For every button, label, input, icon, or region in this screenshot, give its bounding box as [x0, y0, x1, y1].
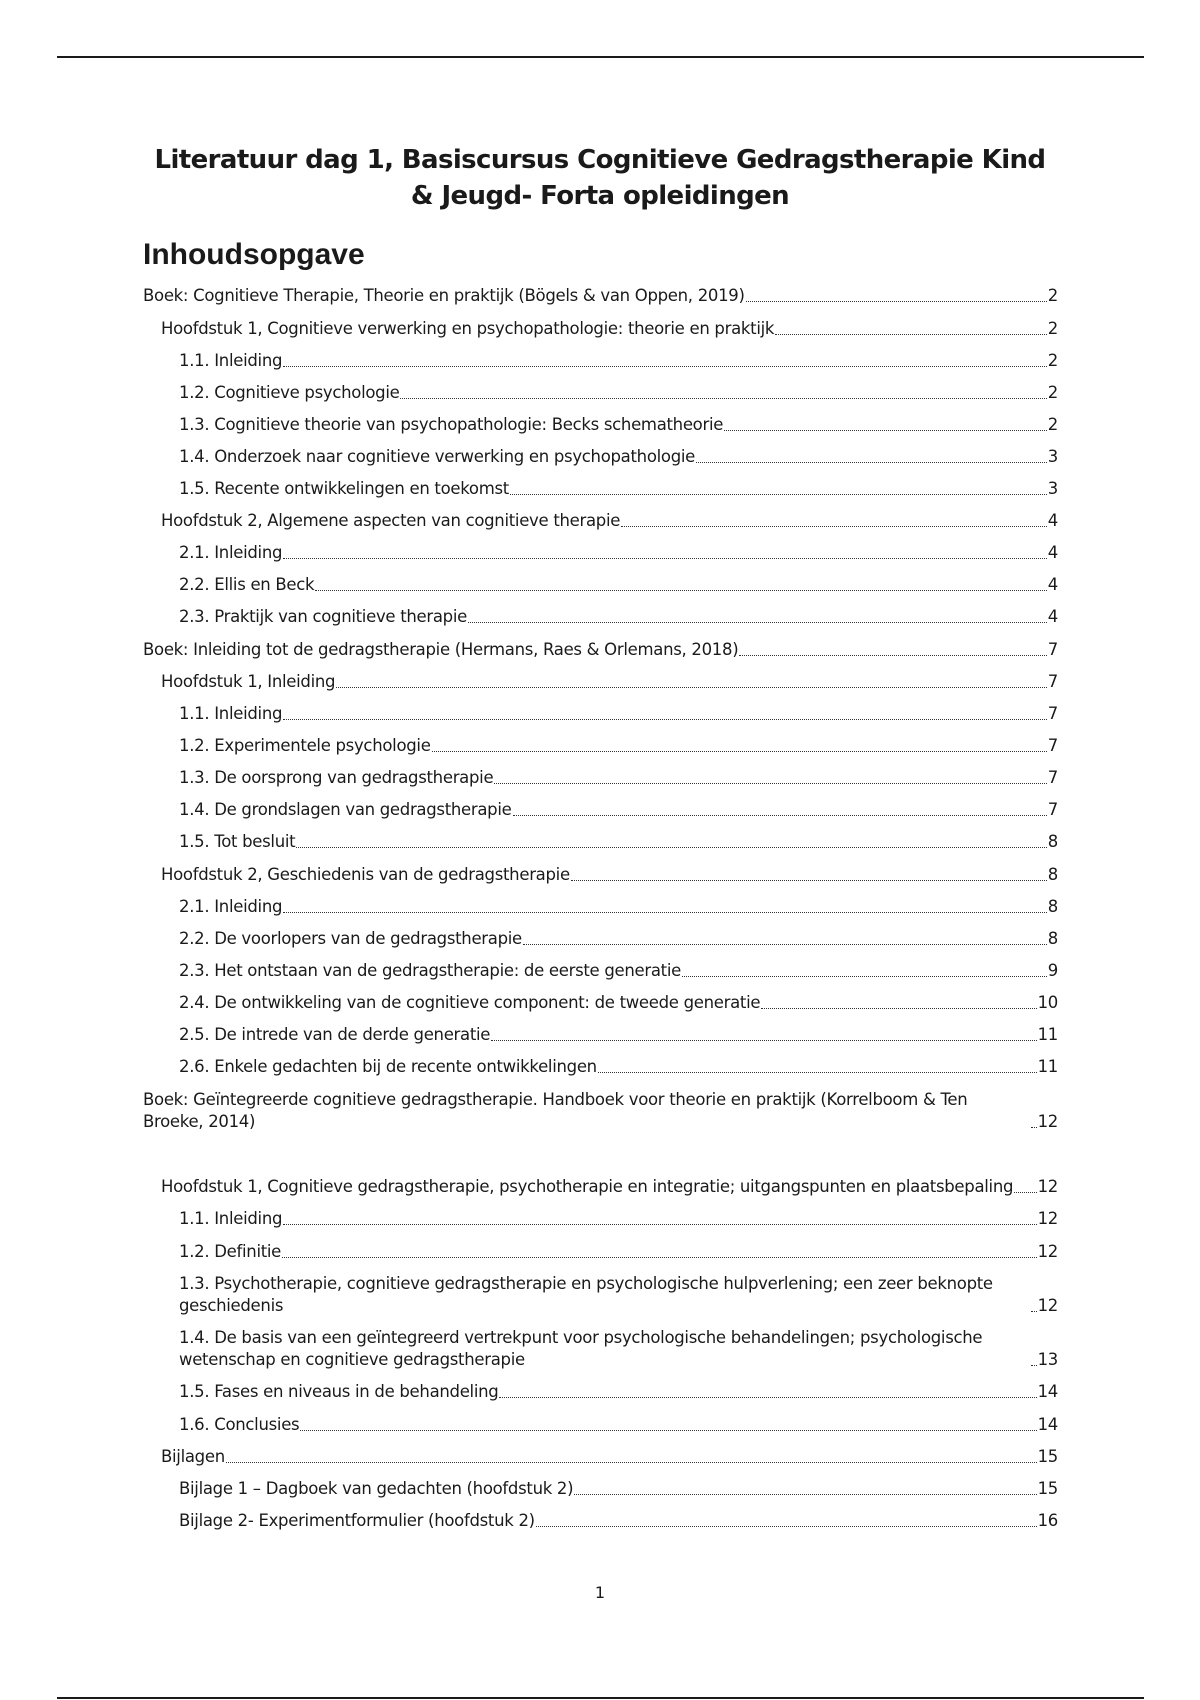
- toc-entry[interactable]: [179, 1208, 1058, 1230]
- toc-dot-leader: [571, 880, 1047, 881]
- toc-entry-page-number: 2: [1047, 383, 1058, 402]
- toc-dot-leader: [432, 751, 1047, 752]
- toc-dot-leader: [283, 1224, 1036, 1225]
- toc-entry-page-number: 12: [1037, 1209, 1058, 1228]
- toc-dot-leader: [696, 462, 1047, 463]
- toc-dot-leader: [1031, 1127, 1037, 1128]
- toc-entry-page-number: 7: [1047, 640, 1058, 659]
- toc-entry[interactable]: [179, 1510, 1058, 1532]
- toc-entry-title: 1.1. Inleiding: [179, 351, 283, 370]
- toc-dot-leader: [1031, 1365, 1037, 1366]
- toc-entry[interactable]: [179, 896, 1058, 918]
- toc-entry-title: 1.1. Inleiding: [179, 1209, 283, 1228]
- toc-dot-leader: [523, 944, 1047, 945]
- toc-entry-page-number: 8: [1047, 929, 1058, 948]
- toc-dot-leader: [761, 1008, 1036, 1009]
- toc-dot-leader: [1014, 1192, 1036, 1193]
- toc-entry-title: Hoofdstuk 2, Geschiedenis van de gedragstherapie: [161, 865, 570, 884]
- toc-dot-leader: [621, 526, 1047, 527]
- toc-entry[interactable]: [179, 478, 1058, 500]
- toc-entry-page-number: 12: [1037, 1296, 1058, 1315]
- toc-entry-title: 2.1. Inleiding: [179, 897, 283, 916]
- toc-entry[interactable]: [161, 318, 1058, 340]
- toc-entry-page-number: 13: [1037, 1350, 1058, 1369]
- toc-entry[interactable]: [179, 735, 1058, 757]
- toc-heading: Inhoudsopgave: [143, 238, 365, 271]
- toc-entry-page-number: 14: [1037, 1415, 1058, 1434]
- toc-entry-page-number: 11: [1037, 1025, 1058, 1044]
- toc-entry-title: 1.5. Fases en niveaus in de behandeling: [179, 1382, 499, 1401]
- page-number: 1: [594, 1583, 606, 1602]
- toc-dot-leader: [400, 398, 1046, 399]
- toc-entry-page-number: 4: [1047, 511, 1058, 530]
- document-title: Literatuur dag 1, Basiscursus Cognitieve Gedragstherapie Kind & Jeugd- Forta opleidingen: [154, 145, 1046, 211]
- toc-dot-leader: [336, 687, 1047, 688]
- toc-entry-page-number: 8: [1047, 832, 1058, 851]
- toc-dot-leader: [746, 301, 1047, 302]
- toc-entry-page-number: 2: [1047, 319, 1058, 338]
- toc-dot-leader: [513, 815, 1047, 816]
- toc-entry-title: Bijlage 2- Experimentformulier (hoofdstuk 2): [179, 1511, 535, 1530]
- toc-entry-page-number: 12: [1037, 1112, 1058, 1131]
- toc-entry-title: 1.1. Inleiding: [179, 704, 283, 723]
- toc-entry-title: 2.2. De voorlopers van de gedragstherapie: [179, 929, 522, 948]
- toc-dot-leader: [536, 1526, 1037, 1527]
- toc-entry-title: 1.3. De oorsprong van gedragstherapie: [179, 768, 494, 787]
- toc-entry-page-number: 8: [1047, 897, 1058, 916]
- toc-entry-title: 1.2. Definitie: [179, 1242, 282, 1261]
- toc-entry[interactable]: [179, 382, 1058, 404]
- toc-entry-title: 2.3. Het ontstaan van de gedragstherapie: de eerste generatie: [179, 961, 681, 980]
- toc-entry-title: 2.2. Ellis en Beck: [179, 575, 315, 594]
- toc-entry-title: 1.3. Cognitieve theorie van psychopathologie: Becks schematheorie: [179, 415, 724, 434]
- toc-entry[interactable]: [179, 928, 1058, 950]
- toc-entry-page-number: 10: [1037, 993, 1058, 1012]
- toc-dot-leader: [226, 1462, 1037, 1463]
- toc-entry-title: 1.4. De grondslagen van gedragstherapie: [179, 800, 512, 819]
- toc-entry[interactable]: [179, 1414, 1058, 1436]
- toc-entry[interactable]: [179, 1273, 1058, 1317]
- toc-entry-title: Boek: Inleiding tot de gedragstherapie (Hermans, Raes & Orlemans, 2018): [143, 640, 739, 659]
- toc-entry-title: Hoofdstuk 2, Algemene aspecten van cognitieve therapie: [161, 511, 621, 530]
- toc-entry-title: 1.4. Onderzoek naar cognitieve verwerking en psychopathologie: [179, 447, 696, 466]
- toc-entry-page-number: 4: [1047, 607, 1058, 626]
- toc-entry-page-number: 4: [1047, 575, 1058, 594]
- toc-dot-leader: [283, 366, 1047, 367]
- toc-entry-title: Boek: Cognitieve Therapie, Theorie en praktijk (Bögels & van Oppen, 2019): [143, 286, 745, 305]
- toc-dot-leader: [283, 719, 1047, 720]
- toc-entry-title: Hoofdstuk 1, Cognitieve verwerking en psychopathologie: theorie en praktijk: [161, 319, 775, 338]
- toc-entry[interactable]: [179, 606, 1058, 628]
- toc-dot-leader: [724, 430, 1047, 431]
- toc-dot-leader: [1031, 1311, 1037, 1312]
- toc-entry-title: 1.2. Cognitieve psychologie: [179, 383, 400, 402]
- toc-entry[interactable]: [161, 864, 1058, 886]
- toc-entry-title: 2.5. De intrede van de derde generatie: [179, 1025, 491, 1044]
- toc-entry[interactable]: [179, 1056, 1058, 1078]
- toc-entry[interactable]: [143, 1089, 1058, 1133]
- toc-entry-page-number: 7: [1047, 672, 1058, 691]
- toc-dot-leader: [775, 334, 1047, 335]
- toc-entry-page-number: 12: [1037, 1242, 1058, 1261]
- toc-entry[interactable]: [161, 671, 1058, 693]
- toc-entry-page-number: 16: [1037, 1511, 1058, 1530]
- toc-entry[interactable]: [161, 510, 1058, 532]
- toc-entry-title: 1.5. Recente ontwikkelingen en toekomst: [179, 479, 509, 498]
- toc-entry-title: 2.6. Enkele gedachten bij de recente ontwikkelingen: [179, 1057, 597, 1076]
- toc-entry-title: 1.5. Tot besluit: [179, 832, 296, 851]
- toc-entry-title: 1.2. Experimentele psychologie: [179, 736, 431, 755]
- toc-entry-title: 2.3. Praktijk van cognitieve therapie: [179, 607, 467, 626]
- toc-dot-leader: [491, 1040, 1036, 1041]
- toc-entry-page-number: 2: [1047, 286, 1058, 305]
- toc-entry-page-number: 11: [1037, 1057, 1058, 1076]
- toc-entry[interactable]: [179, 350, 1058, 372]
- toc-entry-page-number: 3: [1047, 447, 1058, 466]
- toc-dot-leader: [739, 655, 1046, 656]
- toc-entry-page-number: 2: [1047, 351, 1058, 370]
- toc-entry-page-number: 12: [1037, 1177, 1058, 1196]
- toc-entry-page-number: 7: [1047, 800, 1058, 819]
- toc-entry[interactable]: [179, 1024, 1058, 1046]
- toc-entry[interactable]: [179, 414, 1058, 436]
- toc-dot-leader: [283, 558, 1047, 559]
- toc-entry-page-number: 7: [1047, 736, 1058, 755]
- toc-dot-leader: [315, 590, 1046, 591]
- toc-entry[interactable]: [161, 1154, 1058, 1198]
- toc-entry-title: Hoofdstuk 1, Cognitieve gedragstherapie, psychotherapie en integratie; uitgangspunten en plaatsbepaling: [161, 1177, 1014, 1196]
- toc-entry-page-number: 3: [1047, 479, 1058, 498]
- toc-dot-leader: [468, 622, 1047, 623]
- toc-entry-page-number: 15: [1037, 1479, 1058, 1498]
- toc-entry-title: 1.6. Conclusies: [179, 1415, 300, 1434]
- toc-dot-leader: [510, 494, 1047, 495]
- toc-dot-leader: [598, 1072, 1037, 1073]
- toc-entry-page-number: 7: [1047, 768, 1058, 787]
- toc-entry-title: 1.3. Psychotherapie, cognitieve gedragstherapie en psychologische hulpverlening; een zeer beknopte geschiedenis: [179, 1274, 993, 1315]
- toc-entry-title: Bijlage 1 – Dagboek van gedachten (hoofdstuk 2): [179, 1479, 574, 1498]
- toc-entry-title: Hoofdstuk 1, Inleiding: [161, 672, 336, 691]
- toc-entry[interactable]: [179, 767, 1058, 789]
- toc-entry[interactable]: [143, 285, 1058, 307]
- toc-entry[interactable]: [143, 639, 1058, 661]
- toc-entry-page-number: 9: [1047, 961, 1058, 980]
- toc-entry[interactable]: [179, 960, 1058, 982]
- toc-dot-leader: [494, 783, 1047, 784]
- toc-dot-leader: [300, 1430, 1036, 1431]
- toc-entry[interactable]: [179, 574, 1058, 596]
- footer-rule: [57, 1697, 1144, 1699]
- toc-entry-title: Boek: Geïntegreerde cognitieve gedragstherapie. Handboek voor theorie en praktijk (Korrelboom & Ten Broeke, 2014): [143, 1090, 968, 1131]
- toc-entry[interactable]: [179, 1327, 1058, 1371]
- toc-entry-page-number: 14: [1037, 1382, 1058, 1401]
- toc-dot-leader: [574, 1494, 1036, 1495]
- toc-entry-title: Bijlagen: [161, 1447, 225, 1466]
- toc-entry[interactable]: [179, 703, 1058, 725]
- toc-entry-page-number: 15: [1037, 1447, 1058, 1466]
- toc-entry[interactable]: [179, 1241, 1058, 1263]
- toc-entry[interactable]: [179, 1478, 1058, 1500]
- toc-dot-leader: [499, 1397, 1036, 1398]
- toc-entry[interactable]: [179, 542, 1058, 564]
- toc-entry-title: 2.1. Inleiding: [179, 543, 283, 562]
- toc-entry[interactable]: [179, 992, 1058, 1014]
- toc-entry[interactable]: [179, 799, 1058, 821]
- toc-entry[interactable]: [179, 446, 1058, 468]
- toc-entry[interactable]: [161, 1446, 1058, 1468]
- toc-dot-leader: [282, 1257, 1037, 1258]
- toc-entry-page-number: 7: [1047, 704, 1058, 723]
- toc-entry-title: 2.4. De ontwikkeling van de cognitieve component: de tweede generatie: [179, 993, 761, 1012]
- toc-entry-page-number: 2: [1047, 415, 1058, 434]
- toc-entry-page-number: 4: [1047, 543, 1058, 562]
- toc-dot-leader: [283, 912, 1047, 913]
- toc-dot-leader: [296, 847, 1046, 848]
- toc-entry-page-number: 8: [1047, 865, 1058, 884]
- toc-entry[interactable]: [179, 831, 1058, 853]
- toc-entry-title: 1.4. De basis van een geïntegreerd vertrekpunt voor psychologische behandelingen; psychologische wetenschap en cognitieve gedragstherapie: [179, 1328, 983, 1369]
- toc-dot-leader: [682, 976, 1047, 977]
- toc-entry[interactable]: [179, 1381, 1058, 1403]
